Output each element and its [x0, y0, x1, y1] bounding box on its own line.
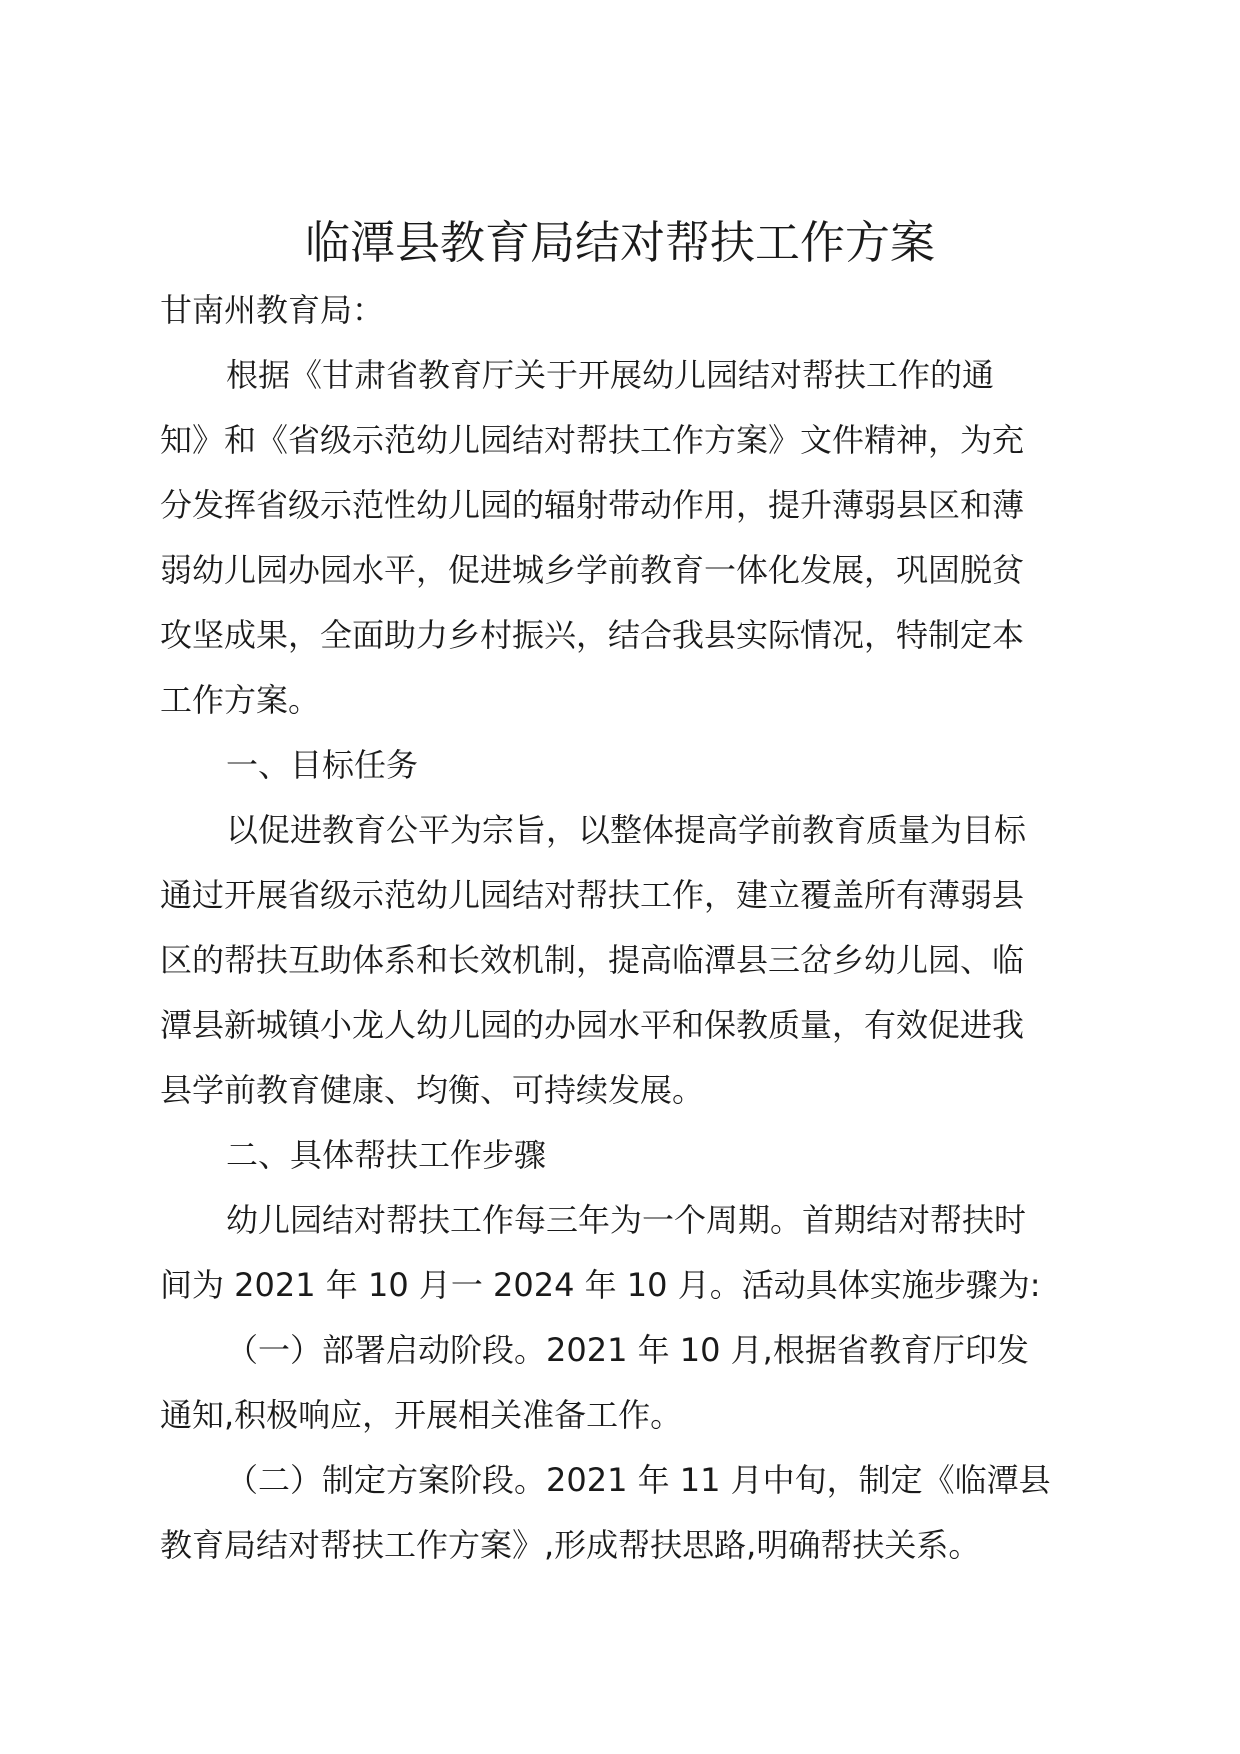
- paragraph-line: 弱幼儿园办园水平，促进城乡学前教育一体化发展，巩固脱贫: [160, 551, 1025, 589]
- paragraph-line: 县学前教育健康、均衡、可持续发展。: [160, 1071, 705, 1109]
- paragraph-line: 攻坚成果，全面助力乡村振兴，结合我县实际情况，特制定本: [160, 616, 1025, 654]
- paragraph-line: （一）部署启动阶段。2021 年 10 月,根据省教育厅印发: [226, 1331, 1029, 1369]
- paragraph-line: 通过开展省级示范幼儿园结对帮扶工作，建立覆盖所有薄弱县: [160, 876, 1025, 914]
- paragraph-line: 工作方案。: [160, 681, 321, 719]
- paragraph-line: 根据《甘肃省教育厅关于开展幼儿园结对帮扶工作的通: [226, 356, 995, 394]
- paragraph-line: 分发挥省级示范性幼儿园的辐射带动作用，提升薄弱县区和薄: [160, 486, 1025, 524]
- paragraph-line: 幼儿园结对帮扶工作每三年为一个周期。首期结对帮扶时: [226, 1201, 1027, 1239]
- paragraph-line: 通知,积极响应，开展相关准备工作。: [160, 1396, 683, 1434]
- paragraph-line: （二）制定方案阶段。2021 年 11 月中旬，制定《临潭县: [226, 1461, 1051, 1499]
- paragraph-line: 教育局结对帮扶工作方案》,形成帮扶思路,明确帮扶关系。: [160, 1526, 981, 1564]
- section-heading: 一、目标任务: [226, 746, 419, 784]
- salutation: 甘南州教育局：: [160, 291, 385, 329]
- document-title: 临潭县教育局结对帮扶工作方案: [304, 216, 935, 269]
- paragraph-line: 间为 2021 年 10 月一 2024 年 10 月。活动具体实施步骤为:: [160, 1266, 1041, 1304]
- paragraph-line: 潭县新城镇小龙人幼儿园的办园水平和保教质量，有效促进我: [160, 1006, 1025, 1044]
- paragraph-line: 知》和《省级示范幼儿园结对帮扶工作方案》文件精神，为充: [160, 421, 1025, 459]
- paragraph-line: 区的帮扶互助体系和长效机制，提高临潭县三岔乡幼儿园、临: [160, 941, 1025, 979]
- paragraph-line: 以促进教育公平为宗旨，以整体提高学前教育质量为目标: [226, 811, 1027, 849]
- section-heading: 二、具体帮扶工作步骤: [226, 1136, 547, 1174]
